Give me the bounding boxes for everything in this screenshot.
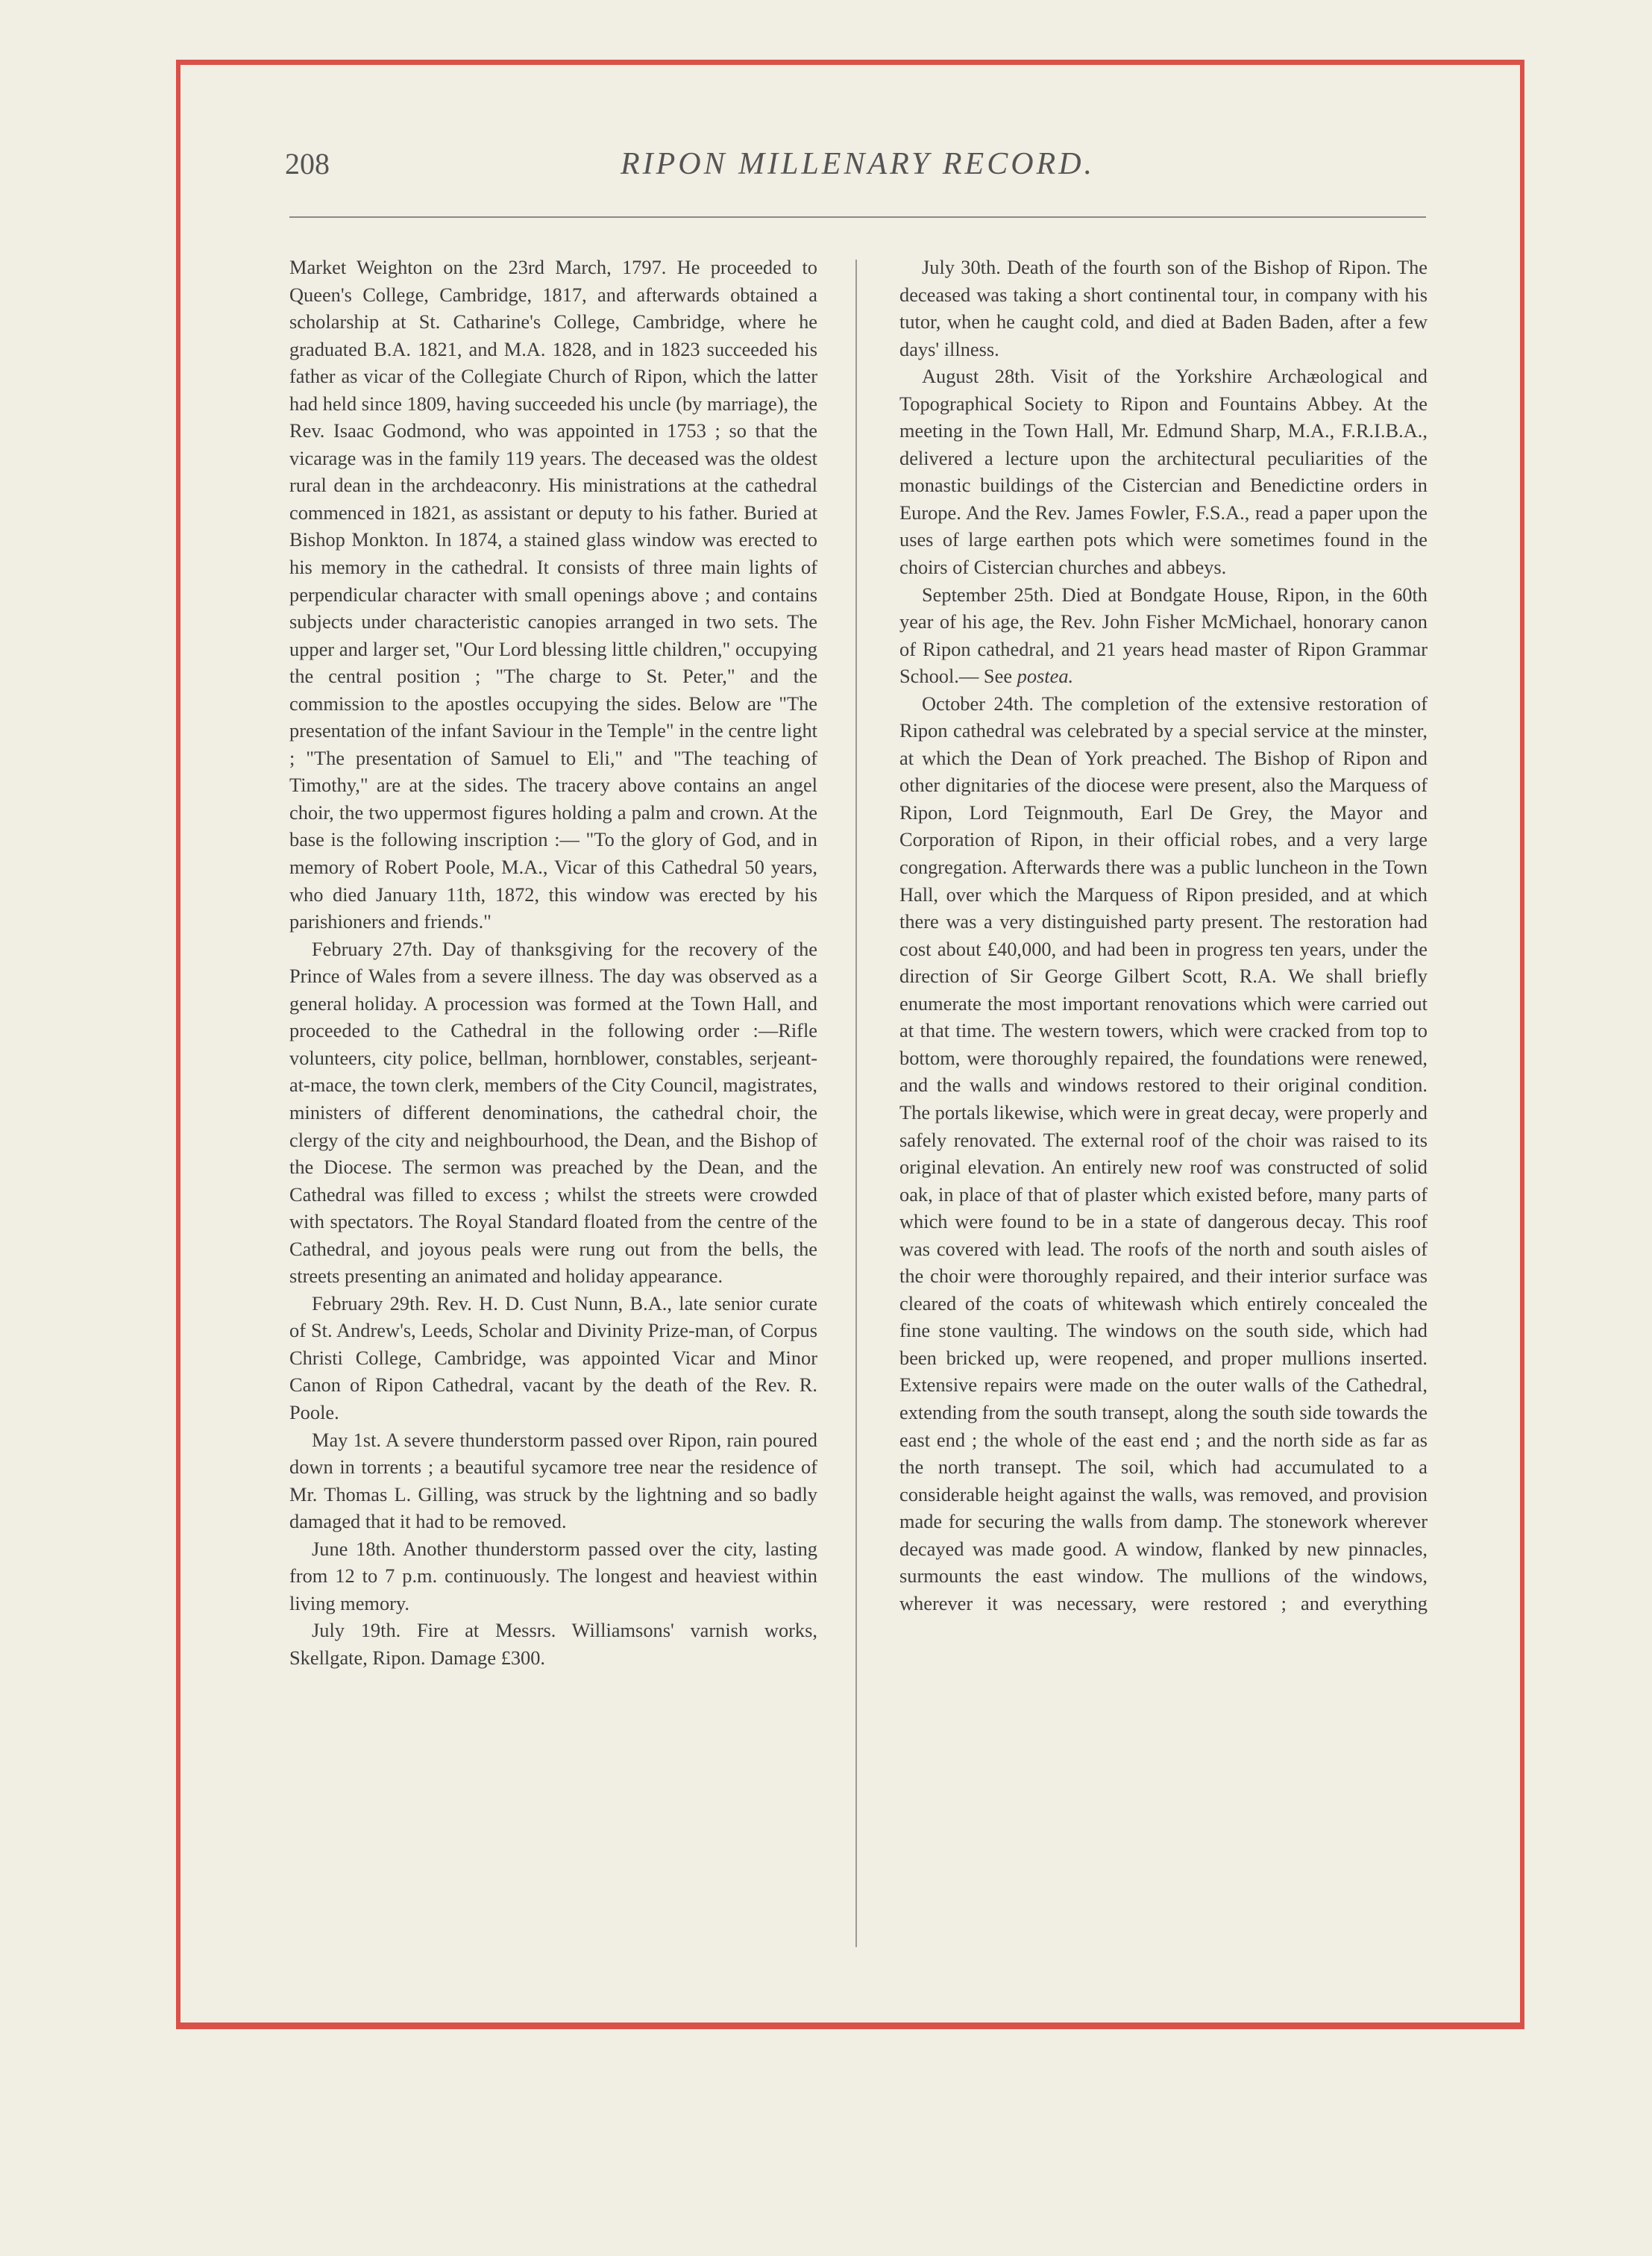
- header-rule: [289, 216, 1426, 218]
- running-title: RIPON MILLENARY RECORD.: [620, 147, 1096, 181]
- paragraph-july-30: July 30th. Death of the fourth son of the Bishop of Ripon. The deceased was taking a short continental tour, in company with his tutor, when he caught cold, and died at Baden Baden, after a few days' illness.: [899, 256, 1428, 360]
- paragraph-june-18: June 18th. Another thunderstorm passed over the city, lasting from 12 to 7 p.m. continuously. The longest and heaviest within living memory.: [289, 1537, 817, 1614]
- paragraph-october-24: October 24th. The completion of the extensive restoration of Ripon cathedral was celebrated by a special service at the minster, at which the Dean of York preached. The Bishop of Ripon and other dignitaries of the diocese were present, also the Marquess of Ripon, Lord Teignmouth, Earl De Grey, the Mayor and Corporation of Ripon, in their official robes, and a very large congregation. Afterwards there was a public luncheon in the Town Hall, over which the Marquess of Ripon presided, and at which there was a very distinguished party present. The restoration had cost about £40,000, and had been in progress ten years, under the direction of Sir George Gilbert Scott, R.A. We shall briefly enumerate the most important renovations which were carried out at that time. The western towers, which were cracked from top to bottom, were thoroughly repaired, the foundations were renewed, and the walls and windows restored to their original condition. The portals likewise, which were in great decay, were properly and safely renovated. The external roof of the choir was raised to its original elevation. An entirely new roof was constructed of solid oak, in place of that of plaster which existed before, many parts of which were found to be in a state of dangerous decay. This roof was covered with lead. The roofs of the north and south aisles of the choir were thoroughly repaired, and their interior surface was cleared of the coats of whitewash which entirely concealed the fine stone vaulting. The windows on the south side, which had been bricked up, were reopened, and proper mullions inserted. Extensive repairs were made on the outer walls of the Cathedral, extending from the south transept, along the south side towards the east end ; the whole of the east end ; and the north side as far as the north transept. The soil, which had accumulated to a considerable height against the walls, was removed, and provision made for securing the walls from damp. The stonework wherever decayed was made good. A window, flanked by new pinnacles, surmounts the east window. The mullions of the windows, wherever it was necessary, were restored ; and everything: [899, 692, 1428, 1614]
- paragraph-may-1: May 1st. A severe thunderstorm passed over Ripon, rain poured down in torrents ; a beautiful sycamore tree near the residence of Mr. Thomas L. Gilling, was struck by the lightning and so badly damaged that it had to be removed.: [289, 1428, 817, 1533]
- see-reference: [984, 665, 1073, 687]
- paragraph-february-29: February 29th. Rev. H. D. Cust Nunn, B.A., late senior curate of St. Andrew's, Leeds, Scholar and Divinity Prize-man, of Corpus Christi College, Cambridge, was appointed Vicar and Minor Canon of Ripon Cathedral, vacant by the death of the Rev. R. Poole.: [289, 1291, 817, 1423]
- paragraph-september-25: [899, 581, 1428, 690]
- column-divider: [855, 260, 857, 1947]
- page-number: 208: [285, 147, 330, 181]
- right-column: [899, 254, 1428, 1617]
- postea-word: postea.: [1017, 665, 1074, 688]
- paragraph-august-28: August 28th. Visit of the Yorkshire Archæological and Topographical Society to Ripon and Fountains Abbey. At the meeting in the Town Hall, Mr. Edmund Sharp, M.A., F.R.I.B.A., delivered a lecture upon the architectural peculiarities of the monastic buildings of the Cistercian and Benedictine orders in Europe. And the Rev. James Fowler, F.S.A., read a paper upon the uses of large earthen pots which were sometimes found in the choirs of Cistercian churches and abbeys.: [899, 365, 1428, 579]
- see-word: See: [983, 665, 1013, 688]
- paragraph-robert-poole: Market Weighton on the 23rd March, 1797. He proceeded to Queen's College, Cambridge, 1817, and afterwards obtained a scholarship at St. Catharine's College, Cambridge, where he graduated B.A. 1821, and M.A. 1828, and in 1823 succeeded his father as vicar of the Collegiate Church of Ripon, which the latter had held since 1809, having succeeded his uncle (by marriage), the Rev. Isaac Godmond, who was appointed in 1753 ; so that the vicarage was in the family 119 years. The deceased was the oldest rural dean in the archdeaconry. His ministrations at the cathedral commenced in 1821, as assistant or deputy to his father. Buried at Bishop Monkton. In 1874, a stained glass window was erected to his memory in the cathedral. It consists of three main lights of perpendicular character with small openings above ; and contains subjects under characteristic canopies arranged in two sets. The upper and larger set, "Our Lord blessing little children," occupying the central position ; "The charge to St. Peter," and the commission to the apostles occupying the sides. Below are "The presentation of the infant Saviour in the Temple" in the centre light ; "The presentation of Samuel to Eli," and "The teaching of Timothy," are at the sides. The tracery above contains an angel choir, the two uppermost figures holding a palm and crown. At the base is the following inscription :— "To the glory of God, and in memory of Robert Poole, M.A., Vicar of this Cathedral 50 years, who died January 11th, 1872, this window was erected by his parishioners and friends.": [289, 256, 817, 933]
- september-25-text: September 25th. Died at Bondgate House, Ripon, in the 60th year of his age, the Rev. John Fisher McMichael, honorary canon of Ripon cathedral, and 21 years head master of Ripon Grammar School.—: [899, 583, 1428, 688]
- paragraph-february-27: February 27th. Day of thanksgiving for the recovery of the Prince of Wales from a severe illness. The day was observed as a general holiday. A procession was formed at the Town Hall, and proceeded to the Cathedral in the following order :—Rifle volunteers, city police, bellman, hornblower, constables, serjeant-at-mace, the town clerk, members of the City Council, magistrates, ministers of different denominations, the cathedral choir, the clergy of the city and neighbourhood, the Dean, and the Bishop of the Diocese. The sermon was preached by the Dean, and the Cathedral was filled to excess ; whilst the streets were crowded with spectators. The Royal Standard floated from the centre of the Cathedral, and joyous peals were rung out from the bells, the streets presenting an animated and holiday appearance.: [289, 937, 817, 1288]
- paragraph-july-19: July 19th. Fire at Messrs. Williamsons' varnish works, Skellgate, Ripon. Damage £300.: [289, 1619, 817, 1669]
- left-column: [289, 254, 817, 1671]
